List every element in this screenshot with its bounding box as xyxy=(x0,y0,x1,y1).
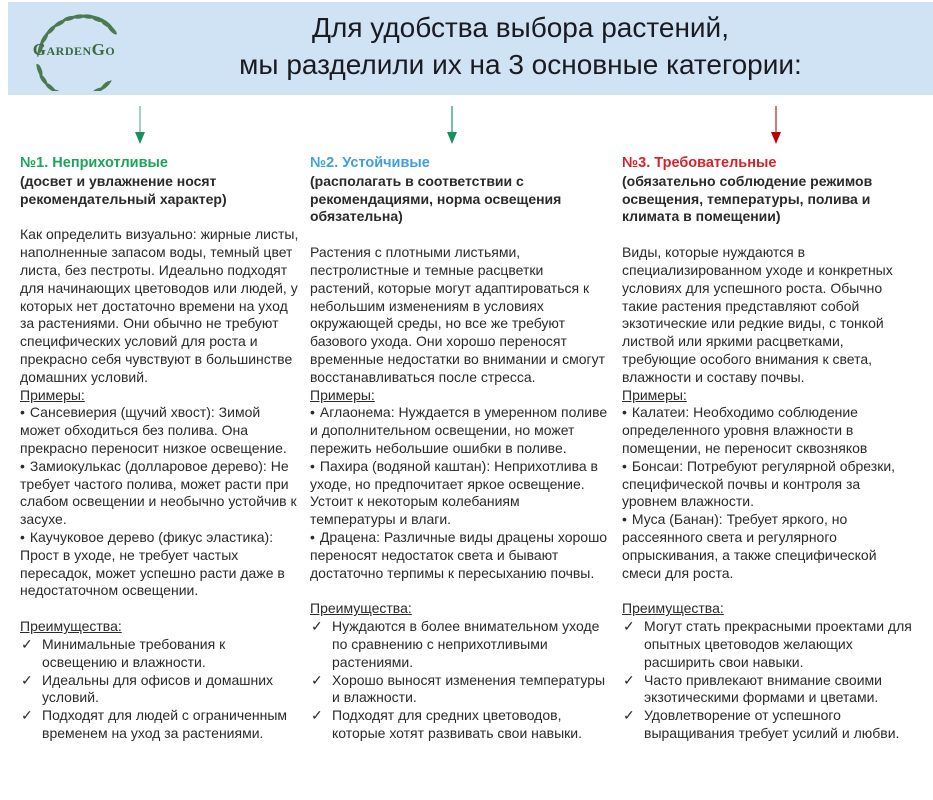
category1-advantage-2 xyxy=(20,672,301,708)
category-column-2 xyxy=(310,155,609,743)
category3-example-2 xyxy=(622,458,918,511)
category3-advantages-label: Преимущества: xyxy=(622,600,724,617)
category1-examples-label: Примеры: xyxy=(20,386,85,403)
down-arrow-category2 xyxy=(444,106,460,144)
advantage-text: Минимальные требования к освещению и влажности. xyxy=(42,635,226,670)
example-text: Аглаонема: Нуждается в умеренном поливе и дополнительном освещении, но может пережить небольшие ошибки в поливе. xyxy=(310,404,608,456)
advantage-text: Хорошо выносят изменения температуры и влажности. xyxy=(332,671,606,706)
check-icon: ✓ xyxy=(21,707,33,724)
bullet-icon: • xyxy=(622,404,627,421)
category2-title: №2. Устойчивые xyxy=(310,155,430,171)
advantage-text: Подходят для людей с ограниченным временем на уход за растениями. xyxy=(42,707,288,741)
logo-wordmark: GardenGo xyxy=(32,40,116,59)
bullet-icon: • xyxy=(20,528,25,545)
example-text: Калатеи: Необходимо соблюдение определенного уровня влажности в помещении, не переносит сквозняков xyxy=(622,404,868,456)
advantage-text: Удовлетворение от успешного выращивания требует усилий и любви. xyxy=(644,707,900,741)
advantage-text: Могут стать прекрасными проектами для опытных цветоводов желающих расширить свои навыки. xyxy=(644,618,912,670)
category3-advantage-2 xyxy=(622,672,918,708)
category2-advantage-1 xyxy=(310,618,609,671)
example-text: Сансевиерия (щучий хвост): Зимой может обходиться без полива. Она прекрасно переносит низкое освещение. xyxy=(20,404,287,456)
category2-subtitle: (располагать в соответствии с рекомендациями, норма освещения обязательна) xyxy=(310,172,562,225)
category2-examples-label: Примеры: xyxy=(310,386,375,403)
example-text: Бонсаи: Потребуют регулярной обрезки, специфической почвы и контроля за уровнем влажности. xyxy=(622,457,896,510)
gardengo-logo xyxy=(24,7,124,91)
bullet-icon: • xyxy=(20,404,25,421)
down-arrow-icon xyxy=(444,106,460,144)
example-text: Пахира (водяной каштан): Неприхотлива в уходе, но предпочитает яркое освещение. Устоит к некоторым колебаниям температуры и влаги. xyxy=(310,457,598,528)
bullet-icon: • xyxy=(310,457,315,474)
bullet-icon: • xyxy=(622,457,627,474)
advantage-text: Подходят для средних цветоводов, которые хотят развивать свои навыки. xyxy=(332,707,583,741)
advantage-text: Нуждаются в более внимательном уходе по сравнению с неприхотливыми растениями. xyxy=(332,618,600,670)
category3-subtitle: (обязательно соблюдение режимов освещения, температуры, полива и климата в помещении) xyxy=(622,172,873,225)
category2-description: Растения с плотными листьями, пестролистные и темные расцветки растений, которые могут адаптироваться к небольшим изменениям в условиях окружающей среды, но все же требуют базового ухода. Они хорошо переносят временные недостатки во внимании и смогут восстанавливаться после стресса. xyxy=(310,244,606,385)
category1-subtitle: (досвет и увлажнение носят рекомендательный характер) xyxy=(20,172,227,207)
example-text: Муса (Банан): Требует яркого, но рассеянного света и регулярного опрыскивания, а также специфической смеси для роста. xyxy=(622,511,877,581)
check-icon: ✓ xyxy=(21,635,33,652)
category3-advantage-3 xyxy=(622,707,918,743)
category3-example-1 xyxy=(622,404,918,457)
category2-example-1 xyxy=(310,404,609,457)
bullet-icon: • xyxy=(20,457,25,474)
check-icon: ✓ xyxy=(311,671,323,688)
category2-advantage-2 xyxy=(310,672,609,708)
category1-advantages-label: Преимущества: xyxy=(20,618,122,635)
category1-title: №1. Неприхотливые xyxy=(20,155,168,171)
category-column-1 xyxy=(20,155,301,743)
category3-advantage-1 xyxy=(622,618,918,671)
down-arrow-icon xyxy=(132,106,148,144)
example-text: Замиокулькас (долларовое дерево): Не требует частого полива, может расти при слабом освещении и необычно устойчив к засухе. xyxy=(20,457,297,528)
example-text: Каучуковое дерево (фикус эластика): Прост в уходе, не требует частых пересадок, может успешно расти даже в недостаточном освещении. xyxy=(20,528,285,599)
page-title xyxy=(128,9,913,83)
check-icon: ✓ xyxy=(623,618,635,635)
category3-description: Виды, которые нуждаются в специализированном уходе и конкретных условиях для успешного роста. Обычно такие растения представляют собой экзотические или редкие виды, с тонкой листвой или яркими расцветками, требующие особого внимания к света, влажности и составу почвы. xyxy=(622,244,893,385)
bullet-icon: • xyxy=(310,404,315,421)
category2-advantages-label: Преимущества: xyxy=(310,600,412,617)
category1-advantage-3 xyxy=(20,707,301,743)
category1-example-3 xyxy=(20,529,301,600)
page-title-line2: мы разделили их на 3 основные категории: xyxy=(239,49,802,80)
down-arrow-category1 xyxy=(132,106,148,144)
category2-example-2 xyxy=(310,458,609,529)
bullet-icon: • xyxy=(310,528,315,545)
page-title-line1: Для удобства выбора растений, xyxy=(312,12,729,43)
check-icon: ✓ xyxy=(623,707,635,724)
check-icon: ✓ xyxy=(311,618,323,635)
category3-examples-label: Примеры: xyxy=(622,386,687,403)
category2-advantage-3 xyxy=(310,707,609,743)
advantage-text: Идеальны для офисов и домашних условий. xyxy=(42,671,274,706)
category1-example-2 xyxy=(20,458,301,529)
category1-description: Как определить визуально: жирные листы, наполненные запасом воды, темный цвет листа, без пестроты. Идеально подходят для начинающих цветоводов или людей, у которых нет достаточно времени на уход за растениями. Они обычно не требуют специфических условий для роста и прекрасно себя чувствуют в большинстве домашних условий. xyxy=(20,226,299,385)
down-arrow-category3 xyxy=(768,106,784,144)
check-icon: ✓ xyxy=(21,671,33,688)
example-text: Драцена: Различные виды драцены хорошо переносят недостаток света и бывают достаточно терпимы к пересыханию почвы. xyxy=(310,528,608,581)
category3-example-3 xyxy=(622,511,918,582)
check-icon: ✓ xyxy=(311,707,323,724)
category1-advantage-1 xyxy=(20,636,301,672)
category2-example-3 xyxy=(310,529,609,582)
category1-example-1 xyxy=(20,404,301,457)
down-arrow-icon xyxy=(768,106,784,144)
category-column-3 xyxy=(622,155,918,743)
check-icon: ✓ xyxy=(623,671,635,688)
bullet-icon: • xyxy=(622,511,627,528)
advantage-text: Часто привлекают внимание своими экзотическими формами и цветами. xyxy=(644,671,882,706)
header-band xyxy=(8,2,933,95)
category3-title: №3. Требовательные xyxy=(622,155,777,171)
